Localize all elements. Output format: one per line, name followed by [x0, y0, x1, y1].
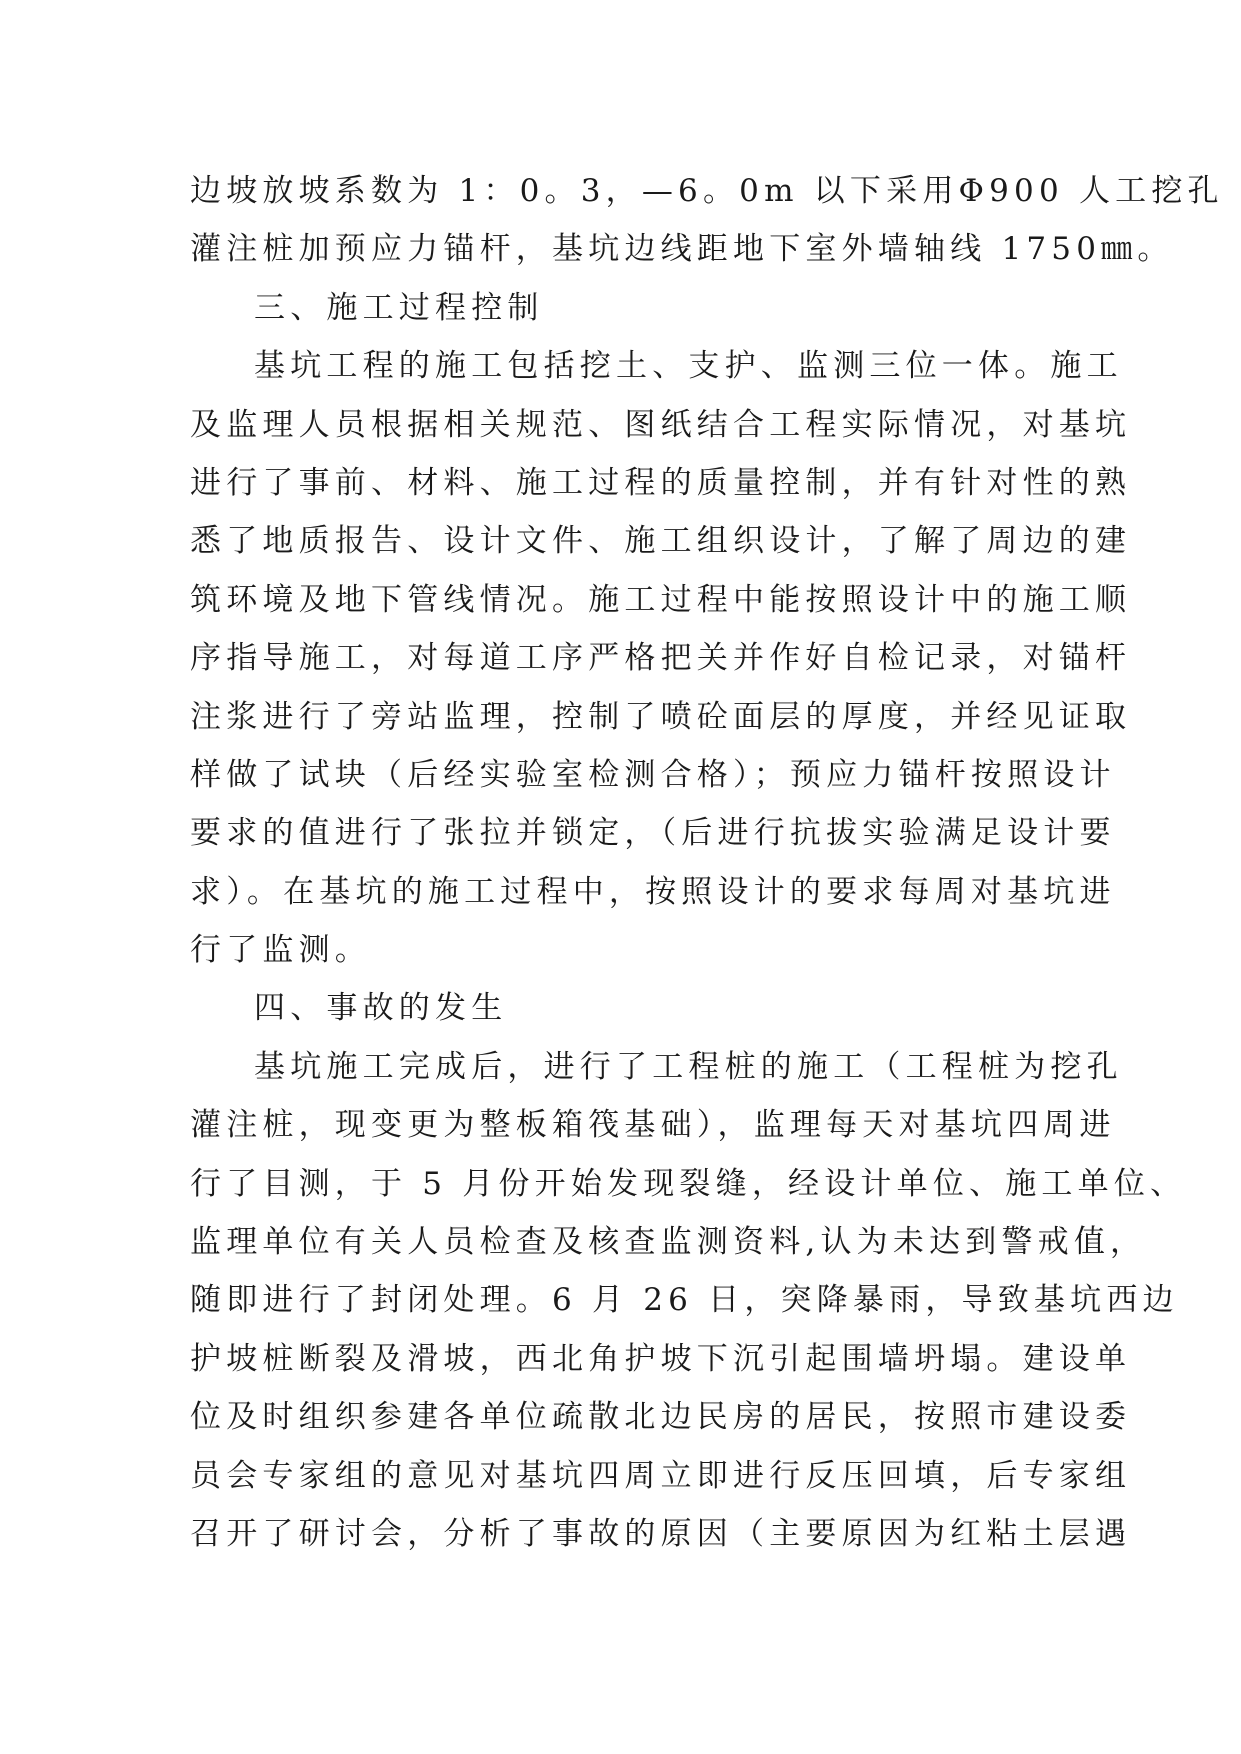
text-line: 进行了事前、材料、施工过程的质量控制，并有针对性的熟 [190, 464, 1132, 501]
text-line: 边坡放坡系数为 1：0。3，—6。0m 以下采用Φ900 人工挖孔 [190, 173, 1224, 209]
paragraph-first-line: 基坑工程的施工包括挖土、支护、监测三位一体。施工 [254, 348, 1123, 385]
text-line: 监理单位有关人员检查及核查监测资料,认为未达到警戒值， [190, 1224, 1147, 1261]
text-line: 注浆进行了旁站监理，控制了喷砼面层的厚度，并经见证取 [190, 698, 1132, 735]
text-line: 要求的值进行了张拉并锁定，（后进行抗拔实验满足设计要 [190, 815, 1116, 852]
text-line: 求）。在基坑的施工过程中，按照设计的要求每周对基坑进 [190, 873, 1116, 910]
text-line: 灌注桩，现变更为整板箱筏基础），监理每天对基坑四周进 [190, 1107, 1116, 1144]
text-line: 样做了试块（后经实验室检测合格）；预应力锚杆按照设计 [190, 756, 1116, 793]
text-line: 序指导施工，对每道工序严格把关并作好自检记录，对锚杆 [190, 640, 1132, 677]
section-heading: 三、施工过程控制 [254, 289, 544, 326]
text-line: 行了监测。 [190, 932, 371, 969]
text-line: 随即进行了封闭处理。6 月 26 日，突降暴雨，导致基坑西边 [190, 1282, 1179, 1319]
text-line: 员会专家组的意见对基坑四周立即进行反压回填，后专家组 [190, 1457, 1132, 1494]
paragraph-first-line: 基坑施工完成后，进行了工程桩的施工（工程桩为挖孔 [254, 1048, 1123, 1085]
text-line: 灌注桩加预应力锚杆，基坑边线距地下室外墙轴线 1750㎜。 [190, 231, 1174, 268]
text-line: 行了目测，于 5 月份开始发现裂缝，经设计单位、施工单位、 [190, 1165, 1187, 1202]
text-line: 及监理人员根据相关规范、图纸结合工程实际情况，对基坑 [190, 406, 1132, 443]
text-line: 召开了研讨会，分析了事故的原因（主要原因为红粘土层遇 [190, 1515, 1132, 1552]
text-line: 悉了地质报告、设计文件、施工组织设计，了解了周边的建 [190, 523, 1132, 560]
text-line: 护坡桩断裂及滑坡，西北角护坡下沉引起围墙坍塌。建设单 [190, 1340, 1132, 1377]
text-line: 筑环境及地下管线情况。施工过程中能按照设计中的施工顺 [190, 581, 1132, 618]
section-heading: 四、事故的发生 [254, 990, 508, 1027]
text-line: 位及时组织参建各单位疏散北边民房的居民，按照市建设委 [190, 1399, 1132, 1436]
document-page [190, 162, 1224, 1563]
